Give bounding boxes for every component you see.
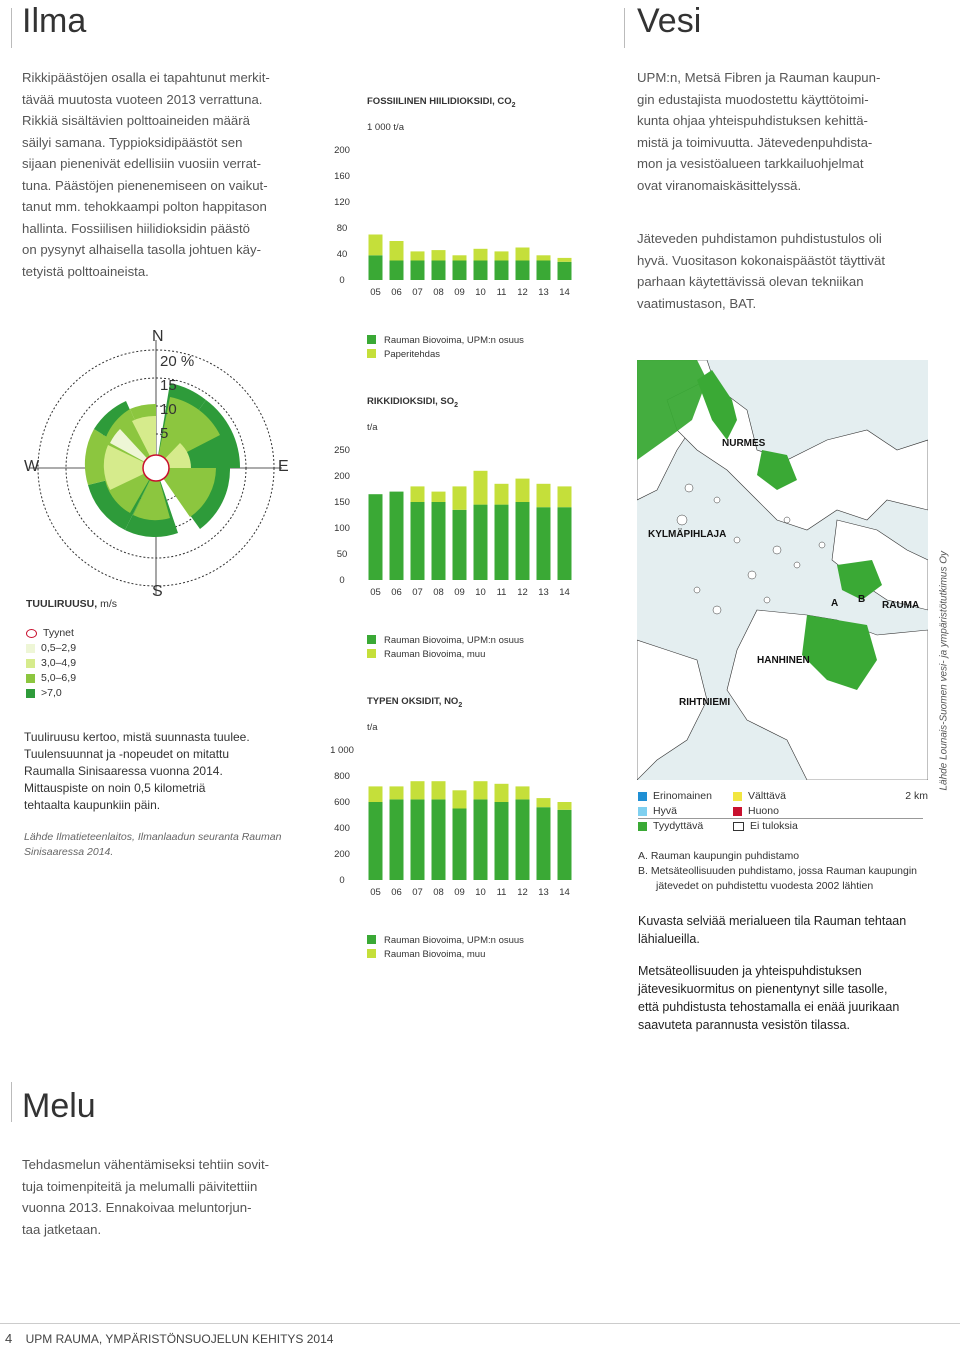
bar-segment	[537, 261, 551, 281]
legend-swatch	[367, 935, 376, 944]
wind-rose-source: Lähde Ilmatieteenlaitos, Ilmanlaadun seuranta Rauman Sinisaaressa 2014.	[24, 831, 282, 858]
bar-segment	[537, 484, 551, 507]
y-tick-label: 800	[334, 771, 350, 782]
bar-segment	[495, 484, 509, 505]
melu-paragraph: Tehdasmelun vähentämiseksi tehtiin sovit- tuja toimenpiteitä ja melumalli päivitettiin vuonna 2013. Ennakoivaa meluntorjun- taa jatketaan.	[22, 1157, 270, 1237]
charts-column	[320, 80, 620, 980]
bar-segment	[453, 790, 467, 808]
ilma-paragraph: Rikkipäästöjen osalla ei tapahtunut merkit- tävää muutosta vuoteen 2013 verrattuna. Rikkiä sisältävien polttoaineiden määrä säilyi samana. Typpioksidipäästöt sen sijaan pienenivät edellisiin vuosiin verrat- tuna. Päästöjen pienenemiseen on vaikut- tanut mm. tehokkaampi polton happitason hallinta. Fossiilisen hiilidioksidin päästö on pysynyt alhaisella tasolla johtuen käy- tetyistä polttoaineista.	[22, 70, 270, 279]
bar-segment	[495, 505, 509, 580]
y-tick-label: 100	[334, 523, 350, 534]
legend-label: Rauman Biovoima, UPM:n osuus	[384, 935, 524, 946]
map-legend: Erinomainen Välttävä 2 km Hyvä Huono Tyydyttävä Ei tuloksia	[638, 789, 928, 834]
x-tick-label: 10	[475, 587, 486, 598]
chart-title: FOSSIILINEN HIILIDIOKSIDI, $CO_2$	[367, 96, 516, 109]
bar-segment	[369, 235, 383, 256]
bar-segment	[474, 261, 488, 281]
y-tick-label: 250	[334, 445, 350, 456]
bar-segment	[474, 799, 488, 880]
chart-unit: t/a	[367, 722, 378, 733]
x-tick-label: 12	[517, 587, 528, 598]
bar-segment	[495, 802, 509, 880]
bar-segment	[495, 251, 509, 260]
map-label-nurmes: NURMES	[722, 438, 766, 449]
chart-title: TYPEN OKSIDIT, $NO_2$	[367, 696, 463, 709]
bar-segment	[453, 255, 467, 260]
y-tick-label: 0	[339, 875, 345, 886]
footer	[5, 1331, 333, 1346]
x-tick-label: 05	[370, 887, 381, 898]
ring-label: 20 %	[160, 353, 195, 370]
bar-segment	[369, 255, 383, 280]
legend-label: Rauman Biovoima, UPM:n osuus	[384, 635, 524, 646]
x-tick-label: 10	[475, 287, 486, 298]
compass-south: S	[152, 583, 163, 600]
bar-segment	[453, 809, 467, 881]
bar-segment	[453, 510, 467, 580]
bar-segment	[516, 502, 530, 580]
bar-segment	[369, 494, 383, 580]
wind-rose-legend: Tyynet 0,5–2,9 3,0–4,9 5,0–6,9 >7,0	[26, 626, 76, 701]
x-tick-label: 12	[517, 287, 528, 298]
bar-segment	[369, 786, 383, 802]
y-tick-label: 200	[334, 849, 350, 860]
wind-rose-description: Tuuliruusu kertoo, mistä suunnasta tuulee. Tuulensuunnat ja -nopeudet on mitattu Raumalla Sinisaaressa vuonna 2014. Mittauspiste on noin 0,5 kilometriä tehtaalta kaupunkiin päin.	[24, 730, 250, 812]
x-tick-label: 06	[391, 587, 402, 598]
x-tick-label: 13	[538, 287, 549, 298]
legend-label: Rauman Biovoima, muu	[384, 949, 486, 960]
bar-segment	[474, 249, 488, 261]
legend-label: Paperitehdas	[384, 349, 440, 360]
bar-segment	[474, 505, 488, 580]
x-tick-label: 08	[433, 887, 444, 898]
map-label-a: A	[831, 598, 839, 609]
bar-segment	[516, 479, 530, 502]
bar-segment	[390, 241, 404, 261]
y-tick-label: 600	[334, 797, 350, 808]
chart-unit: 1 000 t/a	[367, 122, 404, 133]
section-divider	[624, 8, 625, 48]
x-tick-label: 11	[496, 887, 507, 898]
bar-segment	[537, 507, 551, 580]
map-label-b: B	[858, 594, 866, 605]
legend-label: Rauman Biovoima, muu	[384, 649, 486, 660]
bar-segment	[432, 261, 446, 281]
bar-segment	[390, 786, 404, 799]
page-number: 4	[5, 1331, 13, 1346]
section-title-melu: Melu	[22, 1087, 96, 1125]
compass-east: E	[278, 458, 289, 475]
legend-swatch	[367, 335, 376, 344]
bar-chart-1	[320, 80, 620, 375]
legend-label: Rauman Biovoima, UPM:n osuus	[384, 335, 524, 346]
x-tick-label: 07	[412, 887, 423, 898]
x-tick-label: 11	[496, 287, 507, 298]
bar-segment	[453, 261, 467, 281]
x-tick-label: 14	[559, 887, 570, 898]
section-divider	[11, 8, 12, 48]
vesi-paragraph-1: UPM:n, Metsä Fibren ja Rauman kaupun- gin edustajista muodostettu käyttötoimi- kunta ohjaa yhteispuhdistuksen kehittä- mistä ja toimivuutta. Jätevedenpuhdista- mon ja vesistöalueen tarkkailuohjelmat ovat viranomaiskäsittelyssä.	[637, 70, 881, 193]
ring-label: 15	[160, 377, 177, 394]
vesi-caption-1: Kuvasta selviää merialueen tila Rauman tehtaan lähialueilla.	[638, 914, 907, 946]
calm-icon	[26, 629, 37, 638]
bar-segment	[432, 781, 446, 799]
y-tick-label: 1 000	[330, 745, 354, 756]
x-tick-label: 08	[433, 587, 444, 598]
legend-swatch	[367, 649, 376, 658]
y-tick-label: 150	[334, 497, 350, 508]
chart-title: RIKKIDIOKSIDI, $SO_2$	[367, 396, 458, 409]
bar-segment	[558, 486, 572, 507]
x-tick-label: 05	[370, 587, 381, 598]
map-source-vertical: Lähde Lounais-Suomen vesi- ja ympäristötutkimus Oy	[938, 550, 950, 791]
map-label-rauma: RAUMA	[882, 600, 920, 611]
map-label-kylmapihlaja: KYLMÄPIHLAJA	[648, 529, 727, 540]
bar-segment	[495, 784, 509, 802]
y-tick-label: 80	[336, 223, 348, 234]
legend-swatch	[367, 349, 376, 358]
map-label-hanhinen: HANHINEN	[757, 655, 810, 666]
wind-rose-ring-labels	[160, 350, 194, 446]
bar-segment	[453, 486, 467, 509]
bar-segment	[390, 492, 404, 580]
y-tick-label: 200	[334, 471, 350, 482]
bar-segment	[432, 799, 446, 880]
bar-segment	[411, 486, 425, 502]
bar-segment	[411, 799, 425, 880]
map-notes: A. Rauman kaupungin puhdistamo B. Metsäteollisuuden puhdistamo, jossa Rauman kaupungin jätevedet on puhdistettu vuodesta 2002 lähtien	[638, 850, 918, 892]
bar-segment	[369, 802, 383, 880]
x-tick-label: 10	[475, 887, 486, 898]
vesi-caption-2: Metsäteollisuuden ja yhteispuhdistuksen jätevesikuormitus on pienentynyt sille tasolle, että puhdistusta tehostamalla ei enää juurikaan saavuteta parannusta vesistön tilassa.	[638, 964, 900, 1032]
bar-segment	[516, 786, 530, 799]
y-tick-label: 40	[336, 249, 348, 260]
compass-north: N	[152, 328, 164, 345]
x-tick-label: 11	[496, 587, 507, 598]
section-title-ilma: Ilma	[22, 2, 87, 40]
x-tick-label: 14	[559, 287, 570, 298]
y-tick-label: 200	[334, 145, 350, 156]
bar-segment	[537, 255, 551, 260]
bar-segment	[411, 251, 425, 260]
bar-segment	[390, 261, 404, 281]
footer-rule	[0, 1323, 960, 1324]
bar-chart-3	[320, 680, 620, 975]
section-divider	[11, 1082, 12, 1122]
ring-label: 10	[160, 401, 177, 418]
bar-segment	[474, 471, 488, 505]
bar-segment	[432, 502, 446, 580]
y-tick-label: 120	[334, 197, 350, 208]
x-tick-label: 06	[391, 887, 402, 898]
x-tick-label: 13	[538, 887, 549, 898]
y-tick-label: 50	[336, 549, 348, 560]
x-tick-label: 07	[412, 287, 423, 298]
bar-segment	[558, 802, 572, 810]
map-label-rihtniemi: RIHTNIEMI	[679, 697, 731, 708]
bar-chart-2	[320, 380, 620, 675]
bar-segment	[432, 250, 446, 260]
x-tick-label: 08	[433, 287, 444, 298]
bar-segment	[474, 781, 488, 799]
section-title-vesi: Vesi	[637, 2, 702, 40]
bar-segment	[411, 781, 425, 799]
bar-segment	[495, 261, 509, 281]
bar-segment	[516, 261, 530, 281]
x-tick-label: 13	[538, 587, 549, 598]
y-tick-label: 160	[334, 171, 350, 182]
x-tick-label: 09	[454, 887, 465, 898]
bar-segment	[558, 507, 572, 580]
legend-swatch	[367, 635, 376, 644]
bar-segment	[432, 492, 446, 502]
vesi-paragraph-2: Jäteveden puhdistamon puhdistustulos oli hyvä. Vuositason kokonaispäästöt täyttivät parhaan käytettävissä olevan tekniikan vaatimustason, BAT.	[637, 231, 886, 311]
legend-divider	[638, 818, 923, 819]
chart-unit: t/a	[367, 422, 378, 433]
bar-segment	[516, 248, 530, 261]
bar-segment	[411, 502, 425, 580]
bar-segment	[390, 799, 404, 880]
bar-segment	[537, 798, 551, 807]
footer-title: UPM RAUMA, YMPÄRISTÖNSUOJELUN KEHITYS 2014	[25, 1332, 334, 1346]
x-tick-label: 09	[454, 587, 465, 598]
x-tick-label: 07	[412, 587, 423, 598]
y-tick-label: 400	[334, 823, 350, 834]
bar-segment	[411, 261, 425, 281]
x-tick-label: 14	[559, 587, 570, 598]
x-tick-label: 05	[370, 287, 381, 298]
compass-west: W	[24, 458, 40, 475]
bar-segment	[516, 799, 530, 880]
bar-segment	[558, 810, 572, 880]
x-tick-label: 06	[391, 287, 402, 298]
water-quality-map	[637, 360, 928, 780]
y-tick-label: 0	[339, 575, 345, 586]
bar-segment	[558, 262, 572, 280]
x-tick-label: 09	[454, 287, 465, 298]
bar-segment	[558, 258, 572, 262]
map-scale: 2 km	[905, 790, 928, 802]
y-tick-label: 0	[339, 275, 345, 286]
wind-rose-title: TUULIRUUSU, m/s	[26, 598, 118, 610]
bar-segment	[537, 807, 551, 880]
x-tick-label: 12	[517, 887, 528, 898]
legend-swatch	[367, 949, 376, 958]
ring-label: 5	[160, 425, 169, 442]
